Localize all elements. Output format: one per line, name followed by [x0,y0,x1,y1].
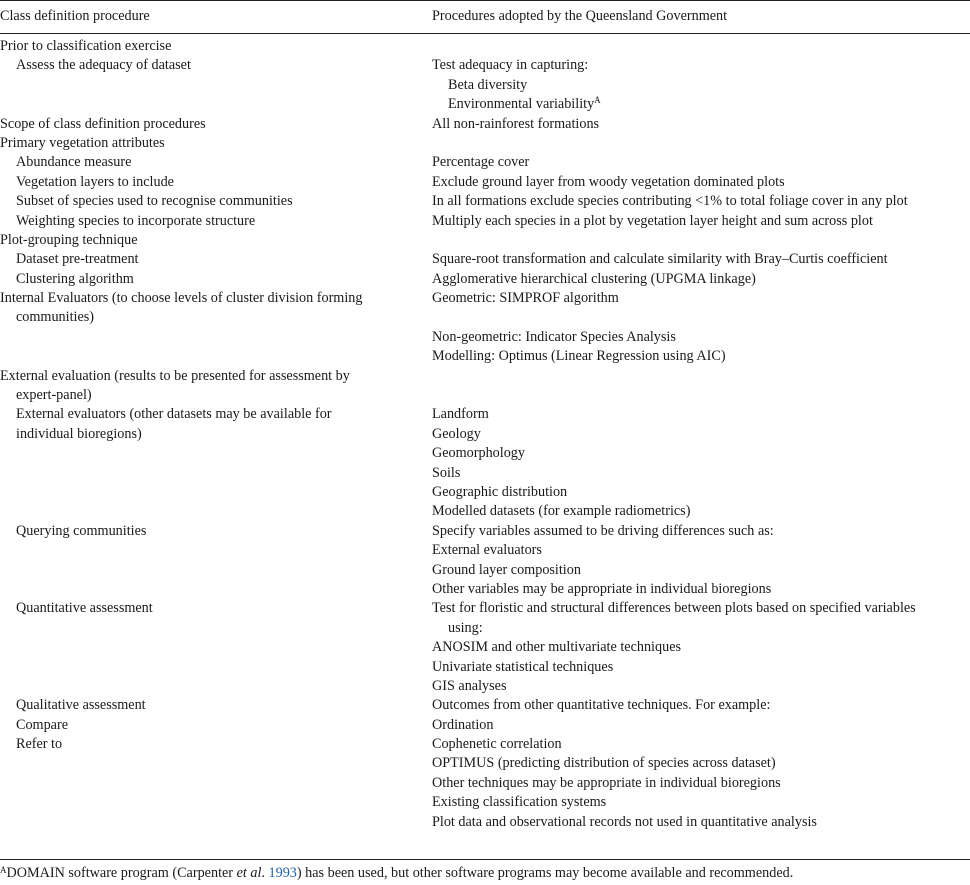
cell-plotdata: Plot data and observational records not used in quantitative analysis [432,813,817,830]
cell-other-tech: Other techniques may be appropriate in individual bioregions [432,774,781,791]
row-extevals: External evaluators (other datasets may be available for [16,406,332,423]
cell-quant: Test for floristic and structural differences between plots based on specified variables [432,600,916,617]
row-querying: Querying communities [16,522,147,539]
cell-landform: Landform [432,406,489,423]
cell-querying: Specify variables assumed to be driving differences such as: [432,522,774,539]
cell-nongeo: Non-geometric: Indicator Species Analysis [432,328,676,345]
cell-existing: Existing classification systems [432,794,607,811]
row-assess: Assess the adequacy of dataset [16,57,191,74]
row-layers: Vegetation layers to include [16,173,174,190]
row-weighting: Weighting species to incorporate structure [16,212,256,229]
row-abundance: Abundance measure [16,154,132,171]
cell-optimus: OPTIMUS (predicting distribution of species across dataset) [432,755,776,772]
bottom-rule [0,859,970,860]
row-primary: Primary vegetation attributes [0,134,165,151]
cell-abundance: Percentage cover [432,154,530,171]
cell-geodist: Geographic distribution [432,483,568,500]
cell-env: Environmental variability$^A$ [448,95,601,113]
row-compare: Compare [16,716,69,733]
cell-pretreat: Square-root transformation and calculate similarity with Bray–Curtis coefficient [432,251,888,268]
table-footnote: $^A$DOMAIN software program (Carpenter et al. 1993) has been used, but other software programs may become available and recommended. [0,865,794,881]
cell-q-other: Other variables may be appropriate in individual bioregions [432,580,772,597]
row-qual: Qualitative assessment [16,697,146,714]
cell-ordination: Ordination [432,716,494,733]
row-subset: Subset of species used to recognise communities [16,193,293,210]
row-scope: Scope of class definition procedures [0,115,206,132]
footnote-etal: et al [236,865,262,881]
cell-layers: Exclude ground layer from woody vegetation dominated plots [432,173,785,190]
top-rule [0,0,970,1]
cell-gis: GIS analyses [432,677,507,694]
citation-link[interactable]: 1993 [268,865,297,881]
cell-modelled: Modelled datasets (for example radiometrics) [432,503,691,520]
cell-scope: All non-rainforest formations [432,115,600,132]
cell-qual: Outcomes from other quantitative techniques. For example: [432,697,771,714]
cell-internal: Geometric: SIMPROF algorithm [432,290,619,307]
cell-beta: Beta diversity [448,76,528,93]
cell-anosim: ANOSIM and other multivariate techniques [432,639,682,656]
row-plotgroup: Plot-grouping technique [0,231,138,248]
cell-weighting: Multiply each species in a plot by vegetation layer height and sum across plot [432,212,873,229]
cell-subset: In all formations exclude species contributing <1% to total foliage cover in any plot [432,193,908,210]
footnote-sup: A [0,865,7,875]
cell-q-ext: External evaluators [432,542,542,559]
cell-assess: Test adequacy in capturing: [432,57,589,74]
row-cluster: Clustering algorithm [16,270,134,287]
left-column [0,37,405,754]
cell-geology: Geology [432,425,481,442]
cell-quant-cont: using: [448,619,483,636]
cell-cluster: Agglomerative hierarchical clustering (UPGMA linkage) [432,270,756,287]
right-column [432,37,970,832]
row-internal: Internal Evaluators (to choose levels of cluster division forming [0,290,363,307]
row-refer: Refer to [16,736,63,753]
row-exteval: External evaluation (results to be presented for assessment by [0,367,350,384]
row-prior: Prior to classification exercise [0,38,172,54]
row-quant: Quantitative assessment [16,600,153,617]
footnote-marker: A [594,95,601,106]
cell-soils: Soils [432,464,461,481]
row-exteval-cont: expert-panel) [16,387,92,404]
cell-q-ground: Ground layer composition [432,561,581,578]
header-col-procedure: Class definition procedure [0,8,150,24]
header-rule [0,33,970,34]
row-pretreat: Dataset pre-treatment [16,251,139,268]
header-col-queensland: Procedures adopted by the Queensland Government [432,8,728,24]
row-extevals-cont: individual bioregions) [16,425,142,442]
cell-cophenetic: Cophenetic correlation [432,736,562,753]
row-internal-cont: communities) [16,309,95,326]
cell-modelling: Modelling: Optimus (Linear Regression using AIC) [432,348,726,365]
cell-univariate: Univariate statistical techniques [432,658,614,675]
cell-geomorph: Geomorphology [432,445,525,462]
